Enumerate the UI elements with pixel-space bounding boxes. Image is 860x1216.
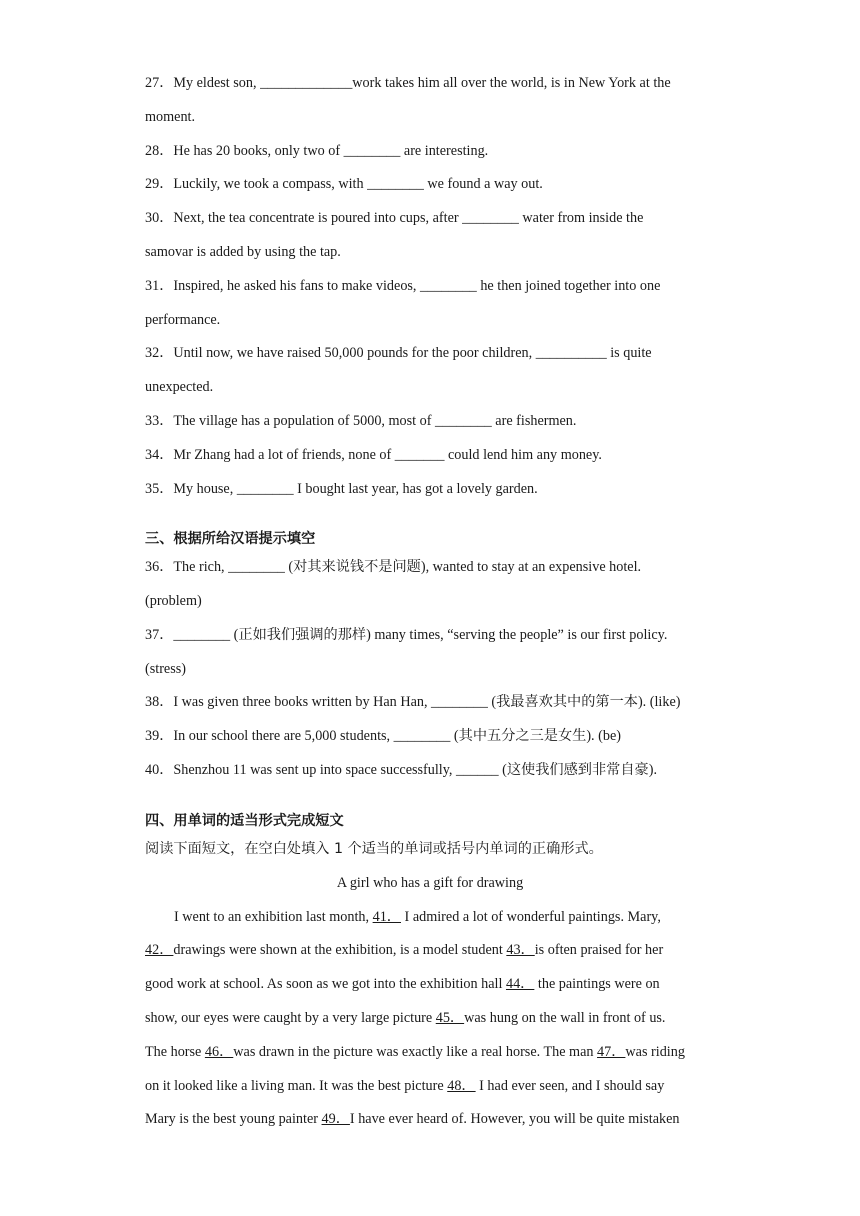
blank-49[interactable]: 49． <box>321 1111 350 1127</box>
passage-text: I had ever seen, and I should say <box>475 1078 665 1094</box>
question-28: 28．He has 20 books, only two of ________ are interesting. <box>145 143 489 159</box>
passage-line-4 <box>145 1008 665 1028</box>
blank-47[interactable]: 47． <box>597 1044 626 1060</box>
passage-text: I have ever heard of. However, you will be quite mistaken <box>349 1111 680 1127</box>
passage-line-6 <box>145 1076 664 1096</box>
question-31-line1: 31．Inspired, he asked his fans to make videos, ________ he then joined together into one <box>145 278 661 294</box>
question-39: 39．In our school there are 5,000 students, ________ (其中五分之三是女生). (be) <box>145 728 621 744</box>
question-32-line1: 32．Until now, we have raised 50,000 pounds for the poor children, __________ is quite <box>145 345 652 361</box>
passage-text: I went to an exhibition last month, <box>174 909 373 925</box>
question-27-line1: 27．My eldest son, _____________work takes him all over the world, is in New York at the <box>145 75 671 91</box>
question-31-line2: performance. <box>145 312 221 328</box>
question-27-line2: moment. <box>145 109 196 125</box>
passage-line-1 <box>174 907 661 927</box>
blank-45[interactable]: 45． <box>435 1010 465 1026</box>
question-32-line2: unexpected. <box>145 379 214 395</box>
question-33: 33．The village has a population of 5000, most of ________ are fishermen. <box>145 413 577 429</box>
passage-text: I admired a lot of wonderful paintings. Mary, <box>401 909 661 925</box>
question-34: 34．Mr Zhang had a lot of friends, none of _______ could lend him any money. <box>145 447 602 463</box>
passage-text: was riding <box>625 1044 685 1060</box>
blank-44[interactable]: 44． <box>505 976 535 992</box>
question-38: 38．I was given three books written by Han Han, ________ (我最喜欢其中的第一本). (like) <box>145 694 681 710</box>
passage-text: Mary is the best young painter <box>145 1111 322 1127</box>
passage-text: was drawn in the picture was exactly like a real horse. The man <box>233 1044 598 1060</box>
passage-line-3 <box>145 974 660 994</box>
section-4-instruction: 阅读下面短文，在空白处填入 1 个适当的单词或括号内单词的正确形式。 <box>145 841 603 857</box>
passage-line-7 <box>145 1109 680 1129</box>
section-4-heading: 四、用单词的适当形式完成短文 <box>145 813 344 829</box>
question-30-line1: 30．Next, the tea concentrate is poured into cups, after ________ water from inside the <box>145 210 644 226</box>
passage-line-2 <box>145 940 663 960</box>
passage-line-5 <box>145 1042 685 1062</box>
blank-46[interactable]: 46． <box>204 1044 234 1060</box>
question-35: 35．My house, ________ I bought last year, has got a lovely garden. <box>145 481 538 497</box>
question-37-line2: (stress) <box>145 661 186 677</box>
blank-42[interactable]: 42． <box>145 942 174 958</box>
blank-41[interactable]: 41． <box>372 909 401 925</box>
passage-title: A girl who has a gift for drawing <box>336 875 524 891</box>
blank-48[interactable]: 48． <box>447 1078 476 1094</box>
question-37-line1: 37．________ (正如我们强调的那样) many times, “serving the people” is our first policy. <box>145 627 668 643</box>
passage-text: is often praised for her <box>534 942 664 958</box>
passage-text: the paintings were on <box>534 976 660 992</box>
passage-text: The horse <box>145 1044 205 1060</box>
question-30-line2: samovar is added by using the tap. <box>145 244 341 260</box>
question-36-line2: (problem) <box>145 593 202 609</box>
passage-text: good work at school. As soon as we got into the exhibition hall <box>145 976 506 992</box>
section-3-heading: 三、根据所给汉语提示填空 <box>145 531 316 547</box>
passage-text: drawings were shown at the exhibition, is a model student <box>173 942 507 958</box>
question-29: 29．Luckily, we took a compass, with ________ we found a way out. <box>145 176 543 192</box>
blank-43[interactable]: 43． <box>506 942 535 958</box>
question-36-line1: 36．The rich, ________ (对其来说钱不是问题), wanted to stay at an expensive hotel. <box>145 559 642 575</box>
passage-text: was hung on the wall in front of us. <box>464 1010 666 1026</box>
passage-text: show, our eyes were caught by a very large picture <box>145 1010 436 1026</box>
question-40: 40．Shenzhou 11 was sent up into space successfully, ______ (这使我们感到非常自豪). <box>145 762 657 778</box>
passage-text: on it looked like a living man. It was the best picture <box>145 1078 448 1094</box>
